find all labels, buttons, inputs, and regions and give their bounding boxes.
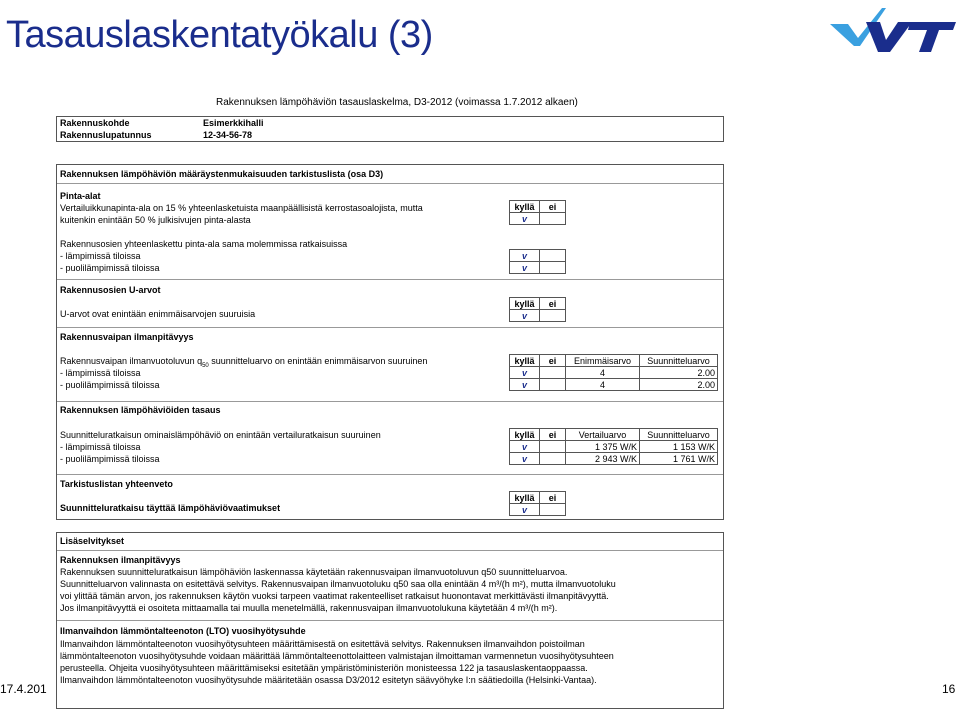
checklist-title: Rakennuksen lämpöhäviön määräystenmukaisuuden tarkistuslista (osa D3) [60,169,384,179]
lupa-label: Rakennuslupatunnus [60,130,152,140]
slide-title: Tasauslaskentatyökalu (3) [6,14,433,56]
col-yes: kyllä [510,201,540,213]
yhteenveto-line1: Suunnitteluratkaisu täyttää lämpöhäviövaatimukset [60,503,281,513]
vtt-logo [826,4,958,56]
ilmanp-title: Rakennusvaipan ilmanpitävyys [60,332,194,342]
lisa-p2-4: Ilmanvaihdon lämmöntalteenoton vuosihyötysuhde määritetään osassa D3/2012 esitetyn säävyöhyke I:n säätiedoilla (Helsinki-Vantaa). [60,675,597,685]
project-info-box [56,116,724,142]
footer-date: 17.4.201 [0,682,47,696]
tick: v [510,262,540,274]
lupa-value: 12-34-56-78 [203,130,253,140]
lisa-sub-title1: Rakennuksen ilmanpitävyys [60,555,181,565]
pinta-line3: Rakennusosien yhteenlaskettu pinta-ala sama molemmissa ratkaisuissa [60,239,348,249]
yhteenveto-table: kyllä ei v [509,491,566,516]
uarvot-table [509,297,566,322]
additional-info-box [56,532,724,709]
pinta-sub1: - lämpimissä tiloissa [60,251,141,261]
lisa-p2-2: lämmöntalteenoton vuosihyötysuhde voidaan määrittää lämmöntalteenottolaitteen valmistajan ilmoittaman varmennetun vuosihyötysuhteen [60,651,614,661]
tasaus-sub2: - puolilämpimissä tiloissa [60,454,160,464]
ilmanp-line1: Rakennusvaipan ilmanvuotoluvun $q_{50}$ suunnitteluarvo on enintään enimmäisarvon suuruinen [60,356,428,369]
page-number: 16 [942,682,956,696]
uarvot-title: Rakennusosien U-arvot [60,285,161,295]
lisa-sub-title2: Ilmanvaihdon lämmöntalteenoton (LTO) vuosihyötysuhde [60,626,306,636]
ilmanp-sub1: - lämpimissä tiloissa [60,368,141,378]
uarvot-line1: U-arvot ovat enintään enimmäisarvojen suuruisia [60,309,256,319]
lisa-p1-4: Jos ilmanpitävyyttä ei osoiteta mittaamalla tai muulla menetelmällä, rakennusvaipan ilmanvuotolukuna käytetään 4 m³/(h m²). [60,603,558,613]
sheet-heading: Rakennuksen lämpöhäviön tasauslaskelma, D3-2012 (voimassa 1.7.2012 alkaen) [216,97,578,108]
pinta-table-2 [509,249,566,274]
pinta-table-1 [509,200,566,225]
col-no: ei [540,201,566,213]
tick: v [510,250,540,262]
lisa-p1-3: voi ylittää tämän arvon, jos rakennuksen käytön vuoksi tarpeen vaatimat rakenteelliset ratkaisut huonontavat merkittävästi ilmanpitävyyttä. [60,591,609,601]
pinta-title: Pinta-alat [60,191,101,201]
lisa-p2-1: Ilmanvaihdon lämmöntalteenoton vuosihyötysuhteen määrittämisestä on esitettävä selvitys. Rakennuksen ilmanvaihdon poistoilman [60,639,585,649]
pinta-line2: kuitenkin enintään 50 % julkisivujen pinta-alasta [60,215,251,225]
checklist-box [56,164,724,520]
kohde-value: Esimerkkihalli [203,118,264,128]
tick: v [510,310,540,322]
yhteenveto-title: Tarkistuslistan yhteenveto [60,479,173,489]
tasaus-table: kyllä ei Vertailuarvo Suunnitteluarvo v 1 375 W/K 1 153 W/K v 2 943 W/K 1 761 W/K [509,428,718,465]
tasaus-line1: Suunnitteluratkaisun ominaislämpöhäviö on enintään vertailuratkaisun suuruinen [60,430,381,440]
ilmanp-table: kyllä ei Enimmäisarvo Suunnitteluarvo v 4 2.00 v 4 2.00 [509,354,718,391]
tasaus-title: Rakennuksen lämpöhäviöiden tasaus [60,405,221,415]
ilmanp-sub2: - puolilämpimissä tiloissa [60,380,160,390]
lisa-title: Lisäselvitykset [60,536,125,546]
pinta-line1: Vertailuikkunapinta-ala on 15 % yhteenlasketuista maanpäällisistä kerrostasoalojista, mutta [60,203,423,213]
kohde-label: Rakennuskohde [60,118,130,128]
lisa-p1-2: Suunnitteluarvon valinnasta on esitettävä selvitys. Rakennusvaipan ilmanvuotoluku q50 saa olla enintään 4 m³/(h m²), mutta ilmanvuotoluku [60,579,616,589]
lisa-p2-3: perusteella. Ohjeita vuosihyötysuhteen määrittämiseksi esitetään ympäristöministeriön monisteessa 122 ja tasauslaskentaoppaassa. [60,663,588,673]
pinta-sub2: - puolilämpimissä tiloissa [60,263,160,273]
col-no: ei [540,298,566,310]
tick: v [510,213,540,225]
lisa-p1-1: Rakennuksen suunnitteluratkaisun lämpöhäviön laskennassa käytetään rakennusvaipan ilmanvuotoluvun q50 suunnitteluarvoa. [60,567,568,577]
col-yes: kyllä [510,298,540,310]
tasaus-sub1: - lämpimissä tiloissa [60,442,141,452]
